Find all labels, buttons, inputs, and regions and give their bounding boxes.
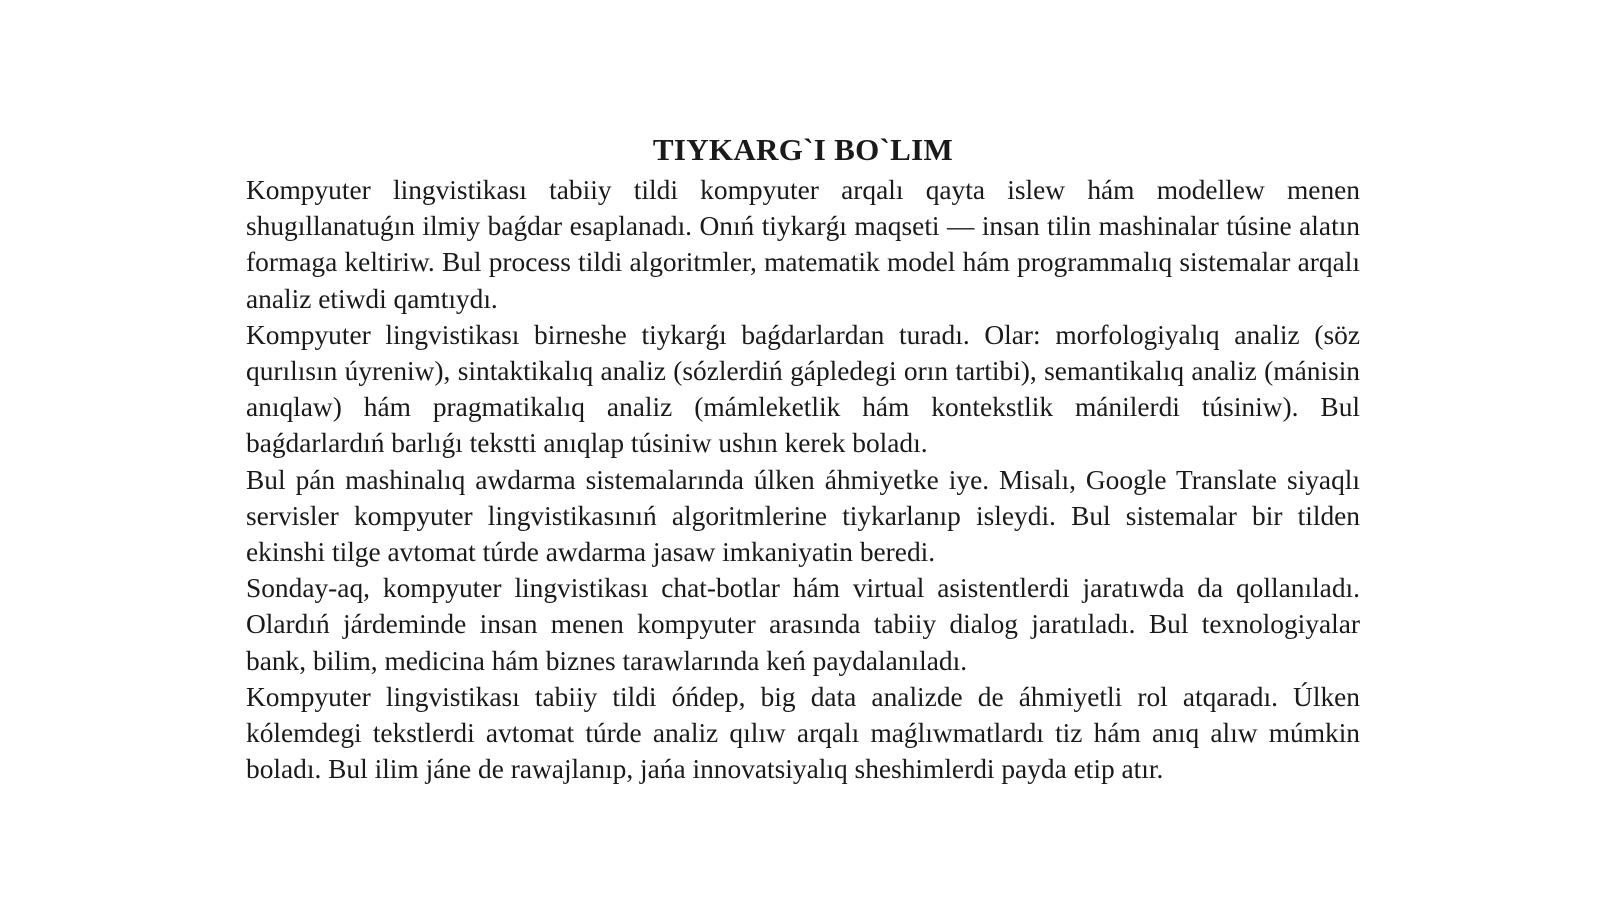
paragraph-1: Kompyuter lingvistikası tabiiy tildi kompyuter arqalı qayta islew hám modellew menen shugıllanatuǵın ilmiy baǵdar esaplanadı. Onıń tiykarǵı maqseti — insan tilin mashinalar túsine alatın formaga keltiriw. Bul process tildi algoritmler, matematik model hám programmalıq sistemalar arqalı analiz etiwdi qamtıydı. [246, 175, 1360, 314]
paragraph-5: Kompyuter lingvistikası tabiiy tildi óńdep, big data analizde de áhmiyetli rol atqaradı. Úlken kólemdegi tekstlerdi avtomat túrde analiz qılıw arqalı maǵlıwmatlardı tiz hám anıq alıw múmkin boladı. Bul ilim jáne de rawajlanıp, jańa innovatsiyalıq sheshimlerdi payda etip atır. [246, 681, 1360, 785]
paragraph-2: Kompyuter lingvistikası birneshe tiykarǵı baǵdarlardan turadı. Olar: morfologiyalıq analiz (söz qurılısın úyreniw), sintaktikalıq analiz (sózlerdiń gápledegi orın tartibi), semantikalıq analiz (mánisin anıqlaw) hám pragmatikalıq analiz (mámleketlik hám kontekstlik mánilerdi túsiniw). Bul baǵdarlardıń barlıǵı tekstti anıqlap túsiniw ushın kerek boladı. [246, 319, 1360, 459]
paragraph-4: Sonday-aq, kompyuter lingvistikası chat-botlar hám virtual asistentlerdi jaratıwda da qollanıladı. Olardıń járdeminde insan menen kompyuter arasında tabiiy dialog jaratıladı. Bul texnologiyalar bank, bilim, medicina hám biznes tarawlarında keń paydalanıladı. [246, 573, 1360, 676]
document-title: TIYKARG`I BO`LIM [652, 132, 954, 167]
paragraph-3: Bul pán mashinalıq awdarma sistemalarında úlken áhmiyetke iye. Misalı, Google Translate siyaqlı servisler kompyuter lingvistikasınıń algoritmlerine tiykarlanıp isleydi. Bul sistemalar bir tilden ekinshi tilge avtomat túrde awdarma jasaw imkaniyatin beredi. [246, 464, 1360, 568]
document-body [246, 128, 1360, 787]
